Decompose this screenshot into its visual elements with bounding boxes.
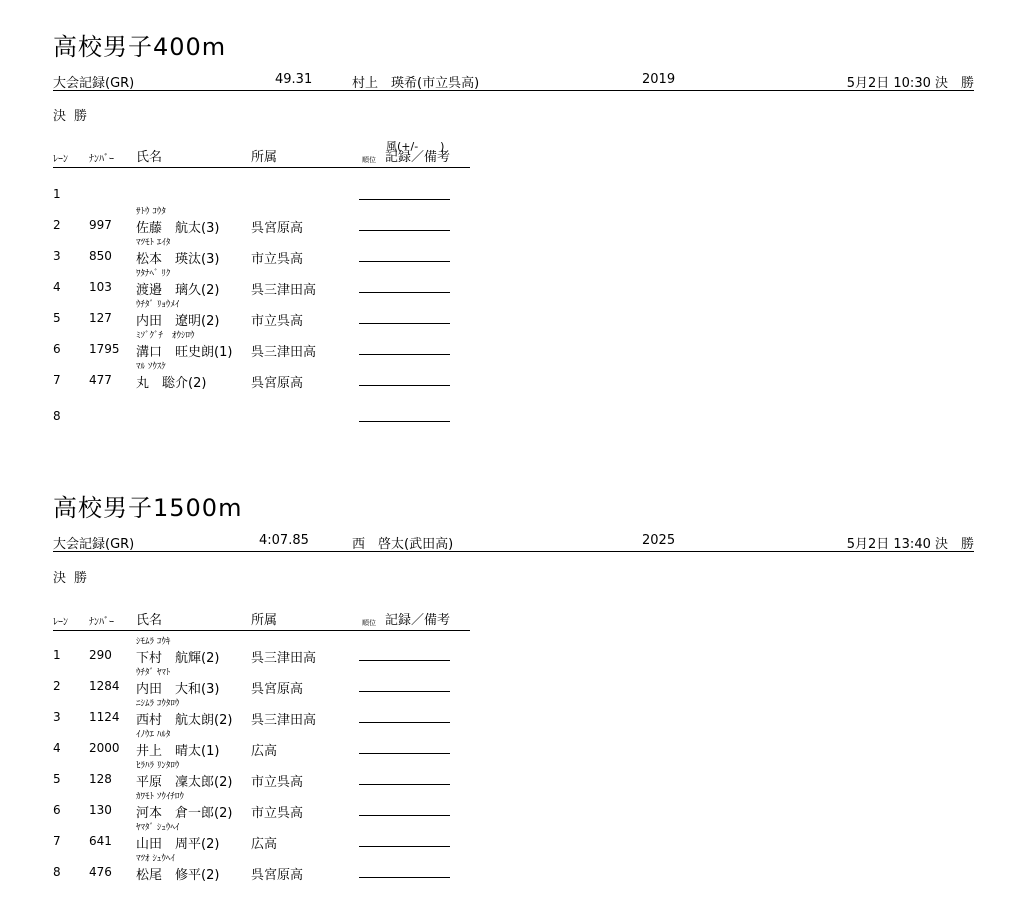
athlete-name: 山田 周平(2) <box>136 837 220 852</box>
header-name: 氏名 <box>136 150 163 165</box>
record-year: 2025 <box>642 533 676 548</box>
athlete-kana: ﾔﾏﾀﾞ ｼｭｳﾍｲ <box>136 823 180 833</box>
athlete-kana: ｳﾁﾀﾞ ﾘｮｳﾒｲ <box>136 300 180 310</box>
result-row <box>0 395 1024 427</box>
athlete-kana: ﾋﾗﾊﾗ ﾘﾝﾀﾛｳ <box>136 761 180 771</box>
bib-number: 477 <box>89 373 112 387</box>
header-rank: 順位 <box>362 619 376 627</box>
record-entry-line <box>359 230 450 231</box>
record-label: 大会記録(GR) <box>53 537 135 552</box>
record-holder: 村上 瑛希(市立呉高) <box>352 76 480 91</box>
athlete-team: 呉三津田高 <box>251 283 317 298</box>
bib-number: 476 <box>89 865 112 879</box>
result-row <box>0 235 1024 267</box>
athlete-kana: ﾏﾂｵ ｼｭｳﾍｲ <box>136 854 175 864</box>
result-row <box>0 851 1024 883</box>
bib-number: 850 <box>89 249 112 263</box>
bib-number: 130 <box>89 803 112 817</box>
athlete-team: 市立呉高 <box>251 252 304 267</box>
bib-number: 290 <box>89 648 112 662</box>
round-label: 決勝 <box>53 571 96 586</box>
header-rank: 順位 <box>362 156 376 164</box>
lane-number: 3 <box>53 710 61 724</box>
lane-number: 4 <box>53 280 61 294</box>
results-header <box>53 612 470 631</box>
bib-number: 1124 <box>89 710 120 724</box>
result-row <box>0 297 1024 329</box>
meet-record-line <box>53 533 974 552</box>
record-entry-line <box>359 753 450 754</box>
athlete-team: 呉宮原高 <box>251 221 304 236</box>
bib-number: 1284 <box>89 679 120 693</box>
record-time: 49.31 <box>275 72 313 87</box>
header-number: ﾅﾝﾊﾞｰ <box>89 154 114 165</box>
athlete-name: 内田 大和(3) <box>136 682 220 697</box>
lane-number: 1 <box>53 648 61 662</box>
record-entry-line <box>359 722 450 723</box>
lane-number: 1 <box>53 187 61 201</box>
header-lane: ﾚｰﾝ <box>53 617 68 628</box>
result-row <box>0 727 1024 759</box>
athlete-team: 呉宮原高 <box>251 682 304 697</box>
header-team: 所属 <box>251 613 278 628</box>
header-record: 記録／備考 <box>385 613 451 628</box>
athlete-name: 内田 遼明(2) <box>136 314 220 329</box>
athlete-team: 市立呉高 <box>251 314 304 329</box>
result-row <box>0 328 1024 360</box>
athlete-kana: ｳﾁﾀﾞ ﾔﾏﾄ <box>136 668 171 678</box>
lane-number: 2 <box>53 679 61 693</box>
bib-number: 103 <box>89 280 112 294</box>
header-number: ﾅﾝﾊﾞｰ <box>89 617 114 628</box>
athlete-kana: ﾆｼﾑﾗ ｺｳﾀﾛｳ <box>136 699 180 709</box>
lane-number: 6 <box>53 342 61 356</box>
record-entry-line <box>359 691 450 692</box>
record-entry-line <box>359 877 450 878</box>
meet-record-line <box>53 72 974 91</box>
round-label: 決勝 <box>53 109 96 124</box>
athlete-team: 呉三津田高 <box>251 345 317 360</box>
result-row <box>0 789 1024 821</box>
result-row <box>0 359 1024 391</box>
athlete-team: 広高 <box>251 744 278 759</box>
lane-number: 2 <box>53 218 61 232</box>
record-entry-line <box>359 846 450 847</box>
lane-number: 4 <box>53 741 61 755</box>
results-header <box>53 149 470 168</box>
event-title: 高校男子1500m <box>53 494 243 522</box>
lane-number: 7 <box>53 834 61 848</box>
lane-number: 6 <box>53 803 61 817</box>
lane-number: 5 <box>53 311 61 325</box>
record-time: 4:07.85 <box>259 533 309 548</box>
bib-number: 128 <box>89 772 112 786</box>
athlete-kana: ﾏﾂﾓﾄ ｴｲﾀ <box>136 238 171 248</box>
lane-number: 8 <box>53 409 61 423</box>
athlete-team: 市立呉高 <box>251 806 304 821</box>
record-entry-line <box>359 815 450 816</box>
athlete-name: 松本 瑛汰(3) <box>136 252 220 267</box>
result-row <box>0 820 1024 852</box>
athlete-kana: ｻﾄｳ ｺｳﾀ <box>136 207 166 217</box>
record-entry-line <box>359 784 450 785</box>
record-entry-line <box>359 261 450 262</box>
record-entry-line <box>359 199 450 200</box>
record-entry-line <box>359 385 450 386</box>
athlete-team: 市立呉高 <box>251 775 304 790</box>
athlete-kana: ｼﾓﾑﾗ ｺｳｷ <box>136 637 171 647</box>
record-entry-line <box>359 660 450 661</box>
athlete-name: 西村 航太朗(2) <box>136 713 233 728</box>
athlete-kana: ﾏﾙ ｿｳｽｹ <box>136 362 166 372</box>
athlete-name: 井上 晴太(1) <box>136 744 220 759</box>
athlete-kana: ｲﾉｳｴ ﾊﾙﾀ <box>136 730 171 740</box>
athlete-team: 呉宮原高 <box>251 868 304 883</box>
athlete-team: 広高 <box>251 837 278 852</box>
result-row <box>0 204 1024 236</box>
event-title: 高校男子400m <box>53 33 227 61</box>
record-entry-line <box>359 421 450 422</box>
wind-label: 風(+/- ) <box>386 140 445 153</box>
bib-number: 997 <box>89 218 112 232</box>
record-entry-line <box>359 323 450 324</box>
athlete-name: 平原 凜太郎(2) <box>136 775 233 790</box>
athlete-name: 佐藤 航太(3) <box>136 221 220 236</box>
header-lane: ﾚｰﾝ <box>53 154 68 165</box>
record-year: 2019 <box>642 72 676 87</box>
athlete-name: 渡邉 璃久(2) <box>136 283 220 298</box>
lane-number: 5 <box>53 772 61 786</box>
record-label: 大会記録(GR) <box>53 76 135 91</box>
athlete-name: 下村 航輝(2) <box>136 651 220 666</box>
record-entry-line <box>359 292 450 293</box>
athlete-name: 河本 倉一郎(2) <box>136 806 233 821</box>
result-row <box>0 665 1024 697</box>
result-row <box>0 634 1024 666</box>
athlete-team: 呉三津田高 <box>251 651 317 666</box>
header-record: 記録／備考 <box>385 150 451 165</box>
athlete-team: 呉宮原高 <box>251 376 304 391</box>
result-row <box>0 696 1024 728</box>
result-row <box>0 266 1024 298</box>
lane-number: 8 <box>53 865 61 879</box>
athlete-kana: ﾜﾀﾅﾍﾞ ﾘｸ <box>136 269 171 279</box>
bib-number: 641 <box>89 834 112 848</box>
bib-number: 2000 <box>89 741 120 755</box>
bib-number: 1795 <box>89 342 120 356</box>
athlete-kana: ｶﾜﾓﾄ ｿｳｲﾁﾛｳ <box>136 792 184 802</box>
athlete-name: 松尾 修平(2) <box>136 868 220 883</box>
athlete-kana: ﾐｿﾞｸﾞﾁ ｵｳｼﾛｳ <box>136 331 195 341</box>
result-row <box>0 758 1024 790</box>
lane-number: 3 <box>53 249 61 263</box>
athlete-name: 丸 聡介(2) <box>136 376 207 391</box>
result-row <box>0 173 1024 205</box>
record-holder: 西 啓太(武田高) <box>352 537 454 552</box>
event-schedule: 5月2日 13:40 決 勝 <box>846 537 974 552</box>
lane-number: 7 <box>53 373 61 387</box>
event-schedule: 5月2日 10:30 決 勝 <box>846 76 974 91</box>
athlete-team: 呉三津田高 <box>251 713 317 728</box>
bib-number: 127 <box>89 311 112 325</box>
header-name: 氏名 <box>136 613 163 628</box>
header-team: 所属 <box>251 150 278 165</box>
record-entry-line <box>359 354 450 355</box>
athlete-name: 溝口 旺史朗(1) <box>136 345 233 360</box>
